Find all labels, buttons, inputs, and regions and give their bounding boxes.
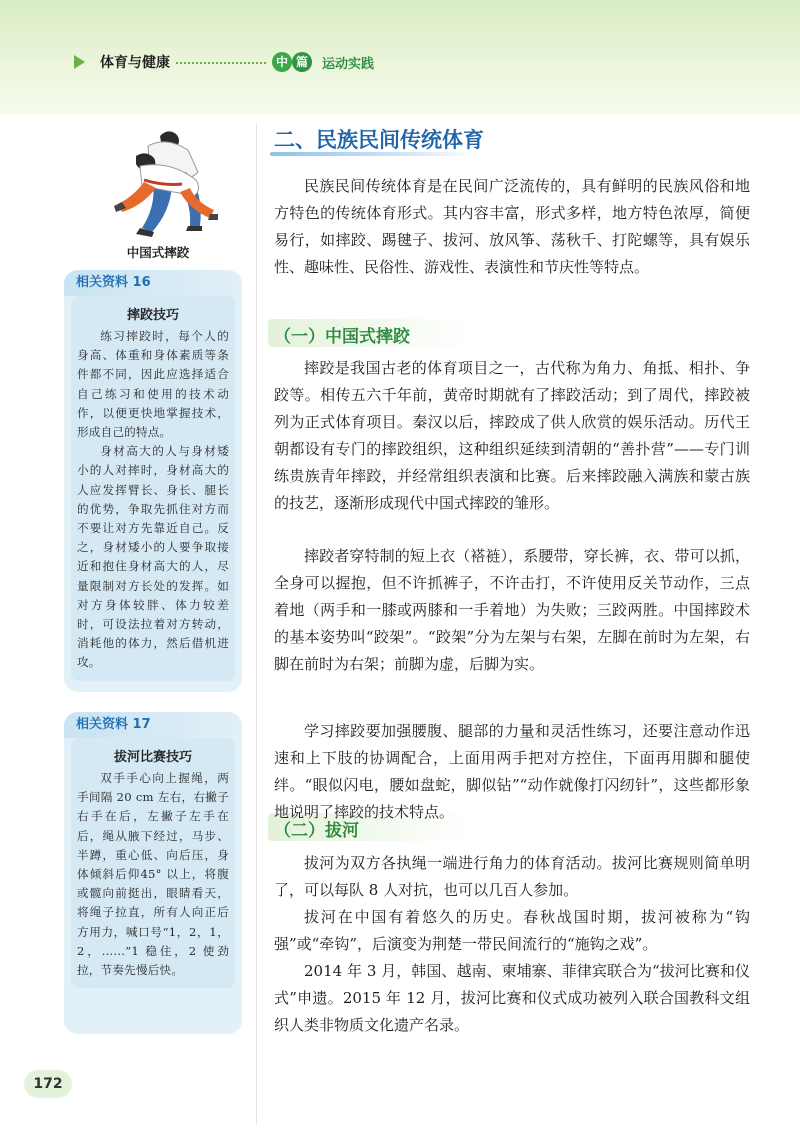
box-paragraph: 练习摔跤时，每个人的身高、体重和身体素质等条件都不同，因此应选择适合自己练习和使用的技术动作，以便更快地掌握技术，形成自己的特点。 xyxy=(77,329,229,440)
body-paragraph: 摔跤者穿特制的短上衣（褡裢），系腰带，穿长裤，衣、带可以抓，全身可以握抱，但不许抓裤子，不许击打，不许使用反关节动作，三点着地（两手和一膝或两膝和一手着地）为失败；三跤两胜。中国摔跤术的基本姿势叫“跤架”。“跤架”分为左架与右架，左脚在前时为左架，右脚在前时为右架；前脚为虚，后脚为实。 xyxy=(274,547,750,673)
box-tag: 相关资料 16 xyxy=(64,270,242,296)
box-paragraph: 身材高大的人与身材矮小的人对摔时，身材高大的人应发挥臂长、身长、腿长的优势，争取先抓住对方而不要让对方先靠近自己。反之，身材矮小的人要争取接近和抱住身材高大的人，尽量限制对方长处的发挥。如对方身体较胖、体力较差时，可设法拉着对方转动，消耗他的体力，然后借机进攻。 xyxy=(77,444,229,670)
related-info-box-17 xyxy=(64,712,242,1034)
page-heading: 二、民族民间传统体育 xyxy=(274,128,484,152)
body-paragraph: 拔河为双方各执绳一端进行角力的体育活动。拔河比赛规则简单明了，可以每队 8 人对抗，也可以几百人参加。 xyxy=(274,854,750,899)
body-paragraph: 学习摔跤要加强腰腹、腿部的力量和灵活性练习，还要注意动作迅速和上下肢的协调配合，上面用两手把对方控住，下面再用脚和腿使绊。“眼似闪电，腰如盘蛇，脚似钻”“动作就像打闪纫针”，这些都形象地说明了摔跤的技术特点。 xyxy=(274,722,750,821)
box-content xyxy=(71,738,235,988)
wrestling-illustration xyxy=(100,122,230,240)
body-paragraph: 拔河在中国有着悠久的历史。春秋战国时期，拔河被称为“钩强”或“牵钩”，后演变为荆楚一带民间流行的“施钩之戏”。 xyxy=(274,908,750,953)
box-content xyxy=(71,296,235,681)
box-tag: 相关资料 17 xyxy=(64,712,242,738)
column-divider xyxy=(256,124,257,1124)
subheading-wrestling: （一）中国式摔跤 xyxy=(274,322,410,347)
book-title: 体育与健康 xyxy=(100,55,170,71)
subheading-tug-of-war: （二）拔河 xyxy=(274,816,359,841)
section-badge-1: 中 xyxy=(272,52,292,72)
box-paragraph: 双手手心向上握绳，两手间隔 20 cm 左右，右撇子右手在后，左撇子左手在后，绳从腋下经过，马步、半蹲，重心低、向后压，身体倾斜后仰45° 以上，将腹或髋向前挺出，眼睛看天，将绳子拉直，所有人向正后方用力，喊口号“1，2，1，2，……”1 稳住，2 使劲拉，节奏先慢后快。 xyxy=(77,771,229,978)
page-number: 172 xyxy=(24,1070,72,1098)
related-info-box-16 xyxy=(64,270,242,692)
image-caption: 中国式摔跤 xyxy=(126,245,190,260)
body-paragraph: 摔跤是我国古老的体育项目之一，古代称为角力、角抵、相扑、争跤等。相传五六千年前，黄帝时期就有了摔跤活动；到了周代，摔跤被列为正式体育项目。秦汉以后，摔跤成了供人欣赏的娱乐活动。历代王朝都设有专门的摔跤组织，这种组织延续到清朝的“善扑营”——专门训练贵族青年摔跤，并经常组织表演和比赛。后来摔跤融入满族和蒙古族的技艺，逐渐形成现代中国式摔跤的雏形。 xyxy=(274,359,750,512)
section-badge-2: 篇 xyxy=(292,52,312,72)
box-title: 拔河比赛技巧 xyxy=(113,750,192,765)
heading-underline xyxy=(270,152,480,156)
body-paragraph: 2014 年 3 月，韩国、越南、柬埔寨、菲律宾联合为“拔河比赛和仪式”申遗。2015 年 12 月，拔河比赛和仪式成功被列入联合国教科文组织人类非物质文化遗产名录。 xyxy=(274,962,750,1034)
box-title: 摔跤技巧 xyxy=(126,308,179,323)
intro-paragraph: 民族民间传统体育是在民间广泛流传的，具有鲜明的民族风俗和地方特色的传统体育形式。其内容丰富，形式多样，地方特色浓厚，简便易行，如摔跤、踢毽子、拔河、放风筝、荡秋千、打陀螺等，具有娱乐性、趣味性、民俗性、游戏性、表演性和节庆性等特点。 xyxy=(274,177,750,276)
triangle-icon xyxy=(74,55,85,69)
section-title: 运动实践 xyxy=(322,57,375,72)
page-header xyxy=(0,0,800,115)
dotted-divider xyxy=(176,62,266,64)
